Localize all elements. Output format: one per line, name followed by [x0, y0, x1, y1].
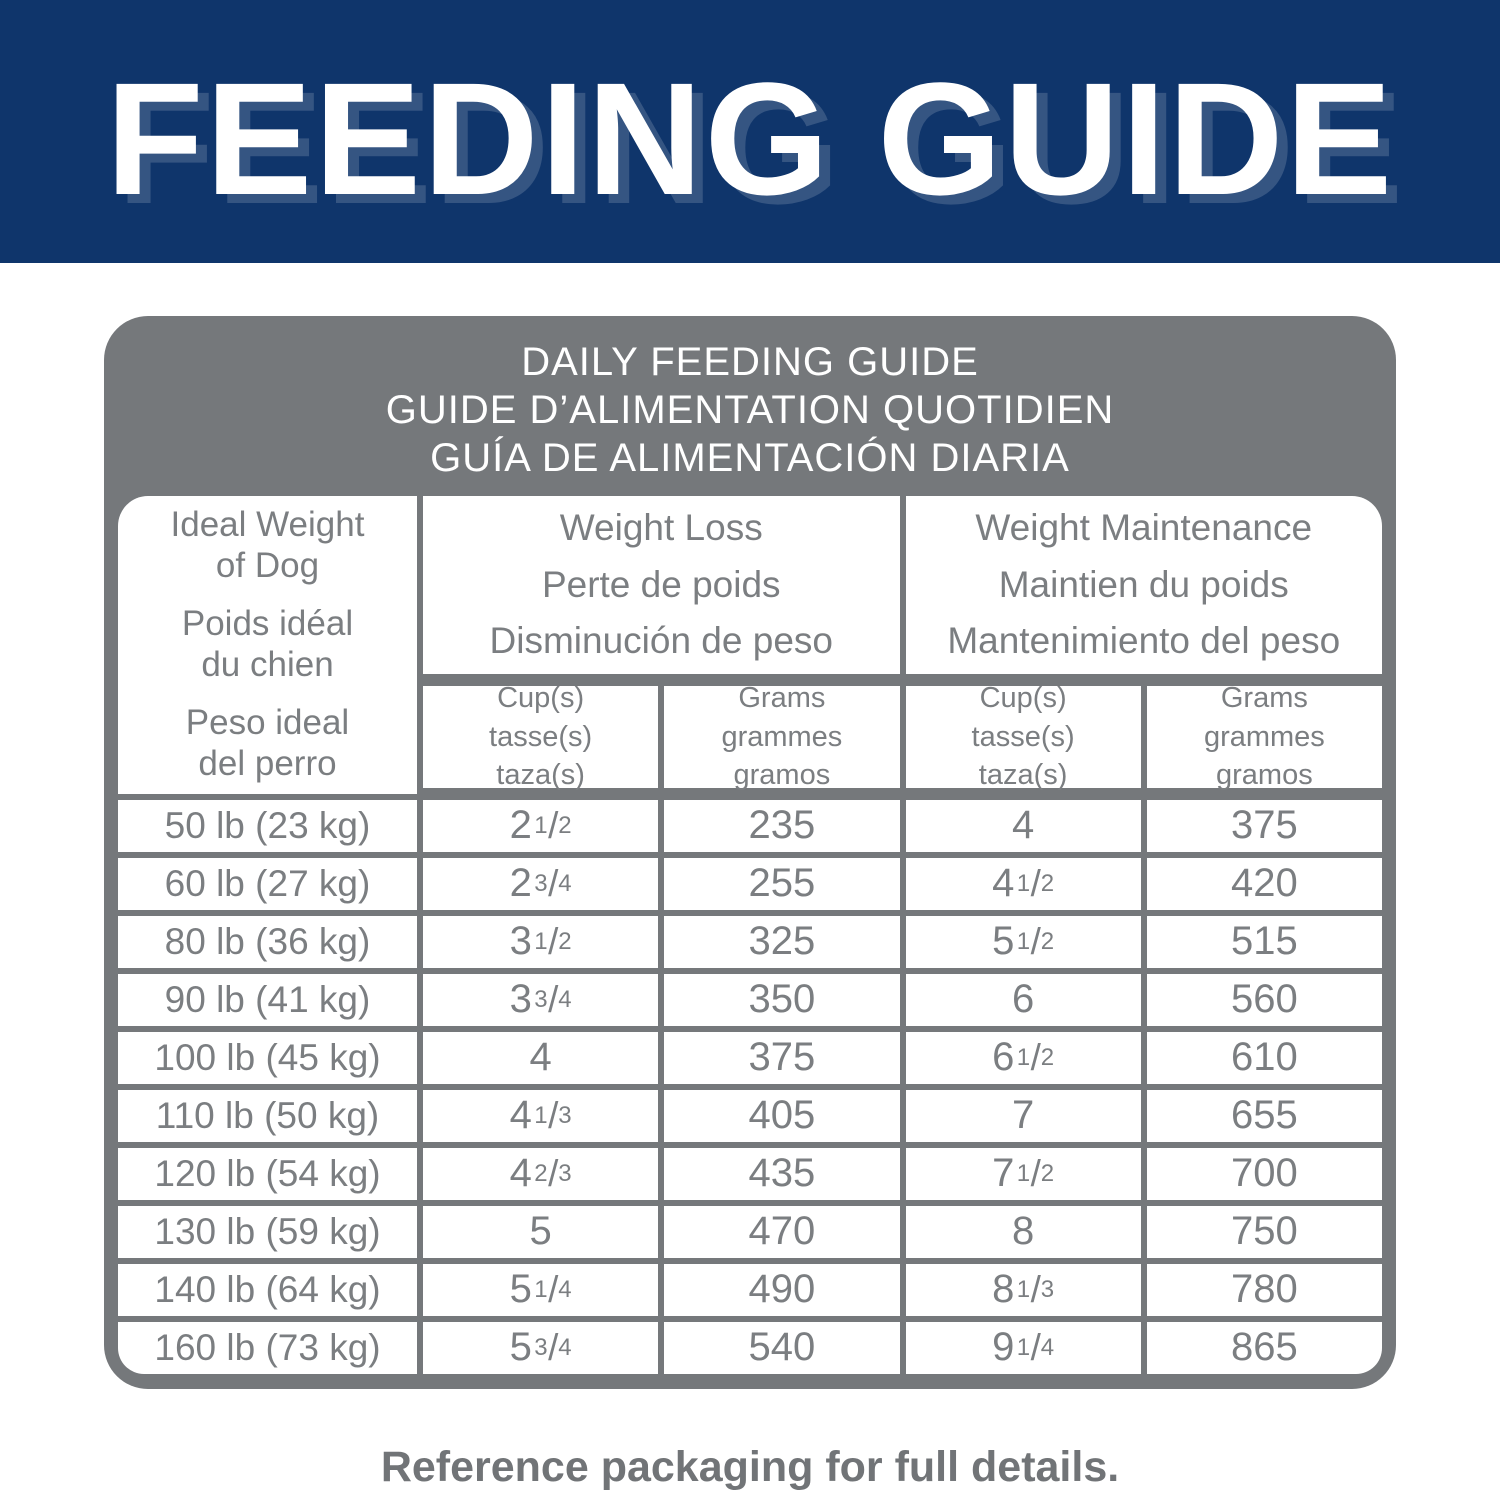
header-ideal-weight-es-1: Peso ideal: [185, 703, 350, 743]
header-ideal-weight-en-2: of Dog: [215, 545, 320, 585]
maint-cups-cell: 7 1 / 2: [906, 1148, 1141, 1200]
loss-grams-cell: 350: [664, 974, 899, 1026]
maint-cups-cell: 6 1 / 2: [906, 1032, 1141, 1084]
loss-grams-cell: 255: [664, 858, 899, 910]
loss-grams-cell: 435: [664, 1148, 899, 1200]
loss-grams-cell: 470: [664, 1206, 899, 1258]
subheader-maint-cups-fr: tasse(s): [971, 720, 1075, 753]
header-weight-loss-fr: Perte de poids: [541, 563, 781, 605]
panel-title-line-fr: GUIDE D’ALIMENTATION QUOTIDIEN: [385, 388, 1115, 432]
header-weight-loss-en: Weight Loss: [559, 507, 763, 549]
loss-cups-cell: 5 3 / 4: [423, 1322, 658, 1374]
subheader-maint-cups-en: Cup(s): [979, 682, 1067, 715]
weight-cell: 140 lb (64 kg): [118, 1264, 417, 1316]
maint-cups-cell: 6: [906, 974, 1141, 1026]
loss-grams-cell: 375: [664, 1032, 899, 1084]
maint-grams-cell: 655: [1147, 1090, 1382, 1142]
daily-feeding-guide-panel: [104, 316, 1396, 1389]
loss-grams-cell: 490: [664, 1264, 899, 1316]
loss-cups-cell: 5: [423, 1206, 658, 1258]
panel-title-line-en: DAILY FEEDING GUIDE: [521, 340, 979, 384]
subheader-loss-grams-es: gramos: [733, 758, 831, 791]
subheader-loss-grams: [664, 682, 899, 791]
maint-grams-cell: 865: [1147, 1322, 1382, 1374]
spacer: [0, 263, 1500, 316]
loss-cups-cell: 3 3 / 4: [423, 974, 658, 1026]
loss-grams-cell: 235: [664, 800, 899, 852]
panel-title-line-es: GUÍA DE ALIMENTACIÓN DIARIA: [430, 436, 1070, 480]
header-ideal-weight-en-1: Ideal Weight: [170, 505, 365, 544]
loss-cups-cell: 2 3 / 4: [423, 858, 658, 910]
weight-cell: 110 lb (50 kg): [118, 1090, 417, 1142]
maint-grams-cell: 780: [1147, 1264, 1382, 1316]
weight-cell: 60 lb (27 kg): [118, 858, 417, 910]
loss-cups-cell: 4 2 / 3: [423, 1148, 658, 1200]
header-ideal-weight: [118, 496, 417, 794]
weight-cell: 130 lb (59 kg): [118, 1206, 417, 1258]
weight-cell: 100 lb (45 kg): [118, 1032, 417, 1084]
header-weight-maintenance-en: Weight Maintenance: [975, 507, 1313, 549]
loss-grams-cell: 540: [664, 1322, 899, 1374]
maint-cups-cell: 4 1 / 2: [906, 858, 1141, 910]
subheader-loss-cups-fr: tasse(s): [489, 720, 593, 753]
subheader-maint-grams: [1147, 682, 1382, 791]
loss-cups-cell: 3 1 / 2: [423, 916, 658, 968]
loss-cups-cell: 4: [423, 1032, 658, 1084]
loss-cups-cell: 2 1 / 2: [423, 800, 658, 852]
header-ideal-weight-es-2: del perro: [198, 743, 337, 783]
maint-grams-cell: 420: [1147, 858, 1382, 910]
weight-cell: 160 lb (73 kg): [118, 1322, 417, 1374]
header-ideal-weight-fr-1: Poids idéal: [181, 604, 354, 644]
subheader-loss-cups-es: taza(s): [496, 758, 585, 791]
weight-cell: 50 lb (23 kg): [118, 800, 417, 852]
subheader-loss-cups: [423, 682, 658, 791]
subheader-loss-grams-fr: grammes: [721, 720, 843, 753]
subheader-maint-cups: [906, 682, 1141, 791]
subheader-maint-cups-es: taza(s): [978, 758, 1068, 791]
maint-cups-cell: 4: [906, 800, 1141, 852]
maint-grams-cell: 375: [1147, 800, 1382, 852]
loss-grams-cell: 325: [664, 916, 899, 968]
maint-cups-cell: 5 1 / 2: [906, 916, 1141, 968]
maint-grams-cell: 610: [1147, 1032, 1382, 1084]
maint-cups-cell: 7: [906, 1090, 1141, 1142]
page-title: FEEDING GUIDE: [105, 48, 1395, 228]
footer-note: Reference packaging for full details.: [380, 1442, 1120, 1491]
maint-cups-cell: 8 1 / 3: [906, 1264, 1141, 1316]
weight-cell: 80 lb (36 kg): [118, 916, 417, 968]
loss-cups-cell: 5 1 / 4: [423, 1264, 658, 1316]
subheader-loss-cups-en: Cup(s): [497, 682, 585, 715]
header-ideal-weight-fr-2: du chien: [201, 644, 334, 684]
subheader-maint-grams-fr: grammes: [1203, 720, 1325, 753]
weight-cell: 90 lb (41 kg): [118, 974, 417, 1026]
loss-grams-cell: 405: [664, 1090, 899, 1142]
header-weight-maintenance-fr: Maintien du poids: [998, 563, 1289, 605]
maint-grams-cell: 700: [1147, 1148, 1382, 1200]
maint-cups-cell: 9 1 / 4: [906, 1322, 1141, 1374]
header-weight-loss-es: Disminución de peso: [489, 620, 833, 662]
maint-grams-cell: 750: [1147, 1206, 1382, 1258]
header-weight-maintenance-es: Mantenimiento del peso: [947, 620, 1341, 662]
subheader-maint-grams-en: Grams: [1220, 682, 1308, 715]
weight-cell: 120 lb (54 kg): [118, 1148, 417, 1200]
header-weight-loss: [423, 496, 900, 674]
subheader-loss-grams-en: Grams: [738, 682, 826, 715]
panel-title: [118, 316, 1382, 496]
maint-cups-cell: 8: [906, 1206, 1141, 1258]
maint-grams-cell: 515: [1147, 916, 1382, 968]
header-weight-maintenance: [906, 496, 1383, 674]
feeding-guide-banner: [0, 0, 1500, 263]
loss-cups-cell: 4 1 / 3: [423, 1090, 658, 1142]
subheader-maint-grams-es: gramos: [1216, 758, 1313, 791]
feeding-table: [118, 496, 1382, 1374]
maint-grams-cell: 560: [1147, 974, 1382, 1026]
